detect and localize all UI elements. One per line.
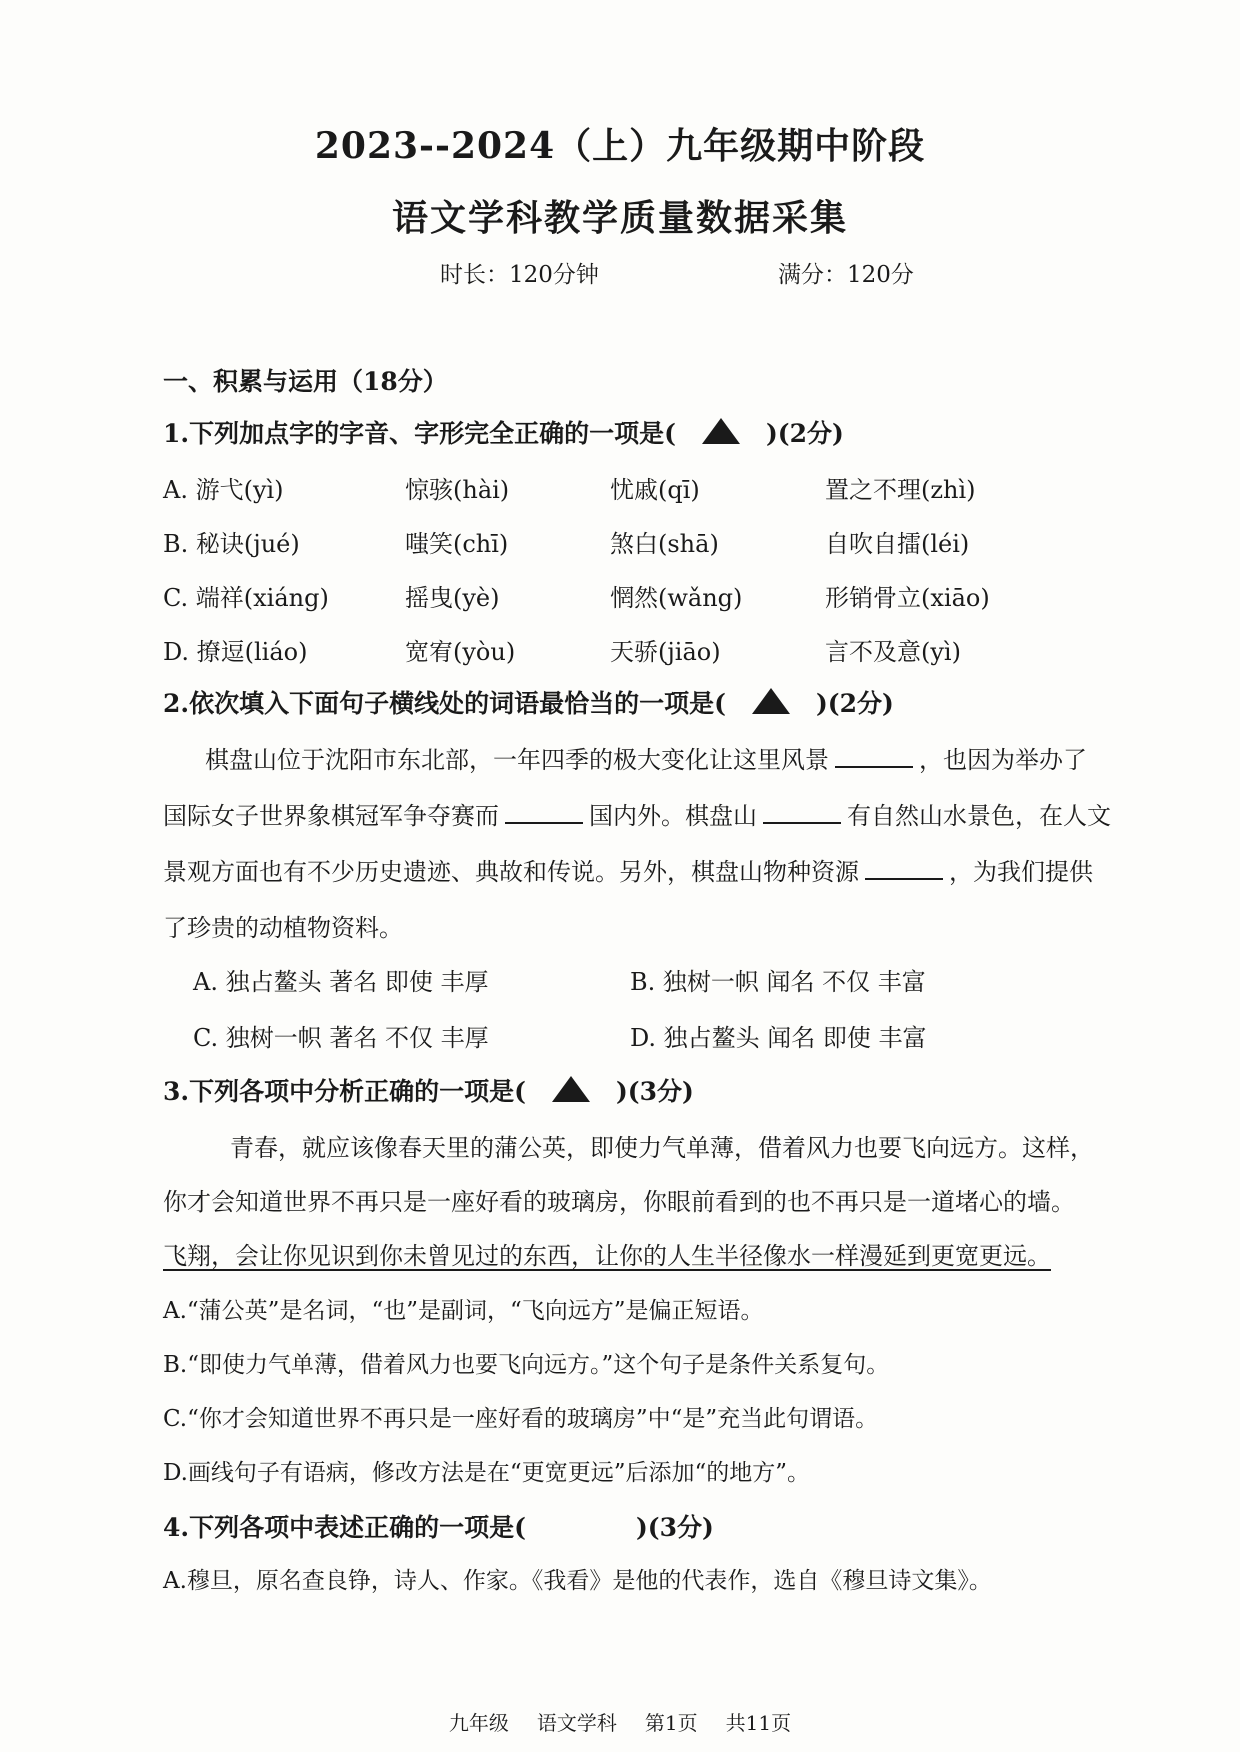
q2-passage-line-2: 国际女子世界象棋冠军争夺赛而 国内外。棋盘山 有自然山水景色，在人文 [163,802,1111,830]
q4-option-a: A.穆旦，原名查良铮，诗人、作家。《我看》是他的代表作，选自《穆旦诗文集》。 [163,1568,992,1594]
q1-option-a-word2: 惊骇(hài) [405,476,510,504]
q1-option-c-word1: C. 端祥(xiáng) [163,584,329,612]
footer-subject: 语文学科 [536,1711,617,1735]
q1-option-c-word2: 摇曳(yè) [405,584,500,612]
q3-passage-line-2: 你才会知道世界不再只是一座好看的玻璃房，你眼前看到的也不再只是一道堵心的墙。 [163,1188,1075,1216]
fill-blank [865,856,943,880]
q3-passage-line-1: 青春，就应该像春天里的蒲公英，即使力气单薄，借着风力也要飞向远方。这样， [230,1134,1094,1162]
q2-passage-line-3: 景观方面也有不少历史遗迹、典故和传说。另外，棋盘山物种资源 ，为我们提供 [163,858,1093,886]
question-2-stem: 2.依次填入下面句子横线处的词语最恰当的一项是( )(2分) [163,689,894,718]
q1-option-d-word2: 宽宥(yòu) [405,638,516,666]
q2-passage-line-1: 棋盘山位于沈阳市东北部，一年四季的极大变化让这里风景 ，也因为举办了 [205,746,1087,774]
q3-option-c: C.“你才会知道世界不再只是一座好看的玻璃房”中“是”充当此句谓语。 [163,1406,879,1432]
q1-option-d-word3: 天骄(jiāo) [610,638,721,666]
q3-option-d: D.画线句子有语病，修改方法是在“更宽更远”后添加“的地方”。 [163,1460,810,1486]
q1-option-d-word4: 言不及意(yì) [825,638,961,666]
q2-option-c: C. 独树一帜 著名 不仅 丰厚 [193,1024,489,1052]
q1-option-a-word4: 置之不理(zhì) [825,476,976,504]
page-footer [0,1707,1240,1736]
q1-option-b-word2: 嗤笑(chī) [405,530,509,558]
exam-title: 2023--2024（上）九年级期中阶段 [314,125,926,167]
q1-option-c-word4: 形销骨立(xiāo) [825,584,990,612]
q3-option-a: A.“蒲公英”是名词，“也”是副词，“飞向远方”是偏正短语。 [163,1298,764,1324]
section-heading: 一、积累与运用（18分） [163,367,448,396]
q1-option-a-word3: 忧戚(qī) [610,476,700,504]
exam-full-score: 满分：120分 [778,262,914,288]
q3-option-b: B.“即使力气单薄，借着风力也要飞向远方。”这个句子是条件关系复句。 [163,1352,890,1378]
q1-option-c-word3: 惘然(wǎng) [610,584,743,612]
q2-passage-line-4: 了珍贵的动植物资料。 [163,914,403,942]
q1-option-b-word3: 煞白(shā) [610,530,719,558]
fill-blank [835,744,913,768]
footer-page: 第1页 [644,1711,698,1735]
q1-option-b-word4: 自吹自擂(léi) [825,530,970,558]
q2-option-d: D. 独占鳌头 闻名 即使 丰富 [630,1024,927,1052]
question-3-stem: 3.下列各项中分析正确的一项是( )(3分) [163,1077,694,1106]
q1-option-a-word1: A. 游弋(yì) [163,476,284,504]
question-1-stem: 1.下列加点字的字音、字形完全正确的一项是( )(2分) [163,419,844,448]
footer-grade: 九年级 [448,1711,509,1735]
answer-triangle-icon [752,688,790,714]
answer-triangle-icon [702,418,740,444]
q1-option-d-word1: D. 撩逗(liáo) [163,638,308,666]
fill-blank [505,800,583,824]
exam-subtitle: 语文学科教学质量数据采集 [391,197,848,239]
exam-duration: 时长：120分钟 [440,262,599,288]
q1-option-b-word1: B. 秘诀(jué) [163,530,300,558]
q2-option-b: B. 独树一帜 闻名 不仅 丰富 [630,968,926,996]
q2-option-a: A. 独占鳌头 著名 即使 丰厚 [193,968,489,996]
q3-passage-line-3-underlined: 飞翔，会让你见识到你未曾见过的东西，让你的人生半径像水一样漫延到更宽更远。 [163,1242,1051,1270]
answer-triangle-icon [552,1076,590,1102]
fill-blank [763,800,841,824]
footer-total: 共11页 [725,1711,792,1735]
question-4-stem: 4.下列各项中表述正确的一项是( )(3分) [163,1513,714,1542]
